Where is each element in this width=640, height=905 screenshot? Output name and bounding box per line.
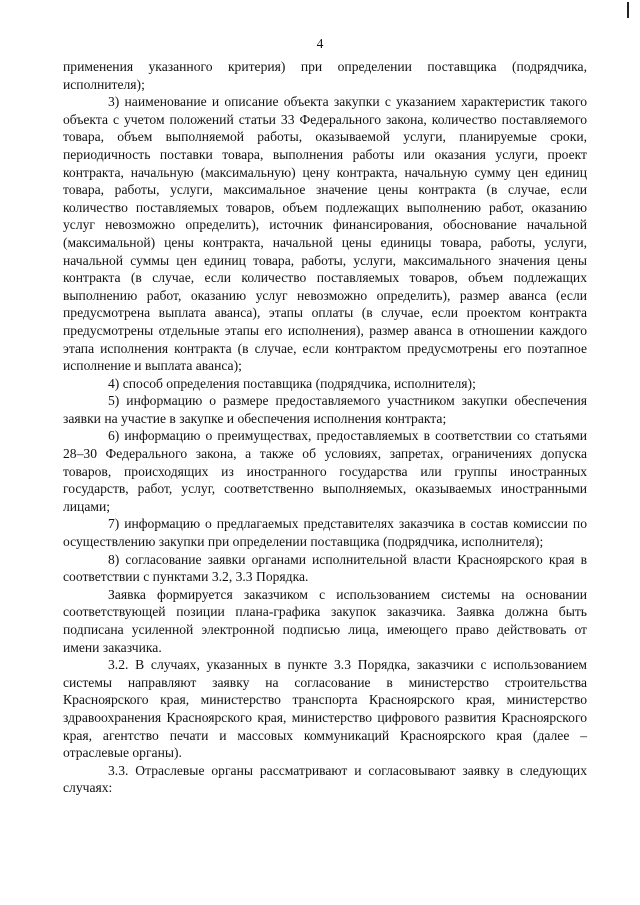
paragraph-2: 3) наименование и описание объекта закупки с указанием характеристик такого объекта с учетом положений статьи 33 Федерального закона, количество поставляемого товара, объем выполняемой работы, оказываемой услуги, планируемые сроки, периодичность поставки товара, выполнения работы или оказания услуги, проект контракта, начальную (максимальную) цену контракта, начальную сумму цен единиц товара, работы, услуги, максимальное значение цены контракта (в случае, если количество поставляемых товаров, объем подлежащих выполнению работ, оказанию услуг невозможно определить), источник финансирования, обоснование начальной (максимальной) цены контракта, начальной цены единицы товара, работы, услуги, начальной суммы цен единиц товара, работы, услуги, максимального значения цены контракта (в случае, если количество поставляемых товаров, объем подлежащих выполнению работ, оказанию услуг невозможно определить), размер аванса (если предусмотрена выплата аванса), этапы оплаты (в случае, если проектом контракта предусмотрены отдельные этапы его исполнения), размер аванса в отношении каждого этапа исполнения контракта (в случае, если контрактом предусмотрены его поэтапное исполнение и выплата аванса); xyxy=(63,94,587,374)
scan-corner-mark xyxy=(627,2,629,18)
page-number: 4 xyxy=(316,36,324,51)
paragraph-1: применения указанного критерия) при определении поставщика (подрядчика, исполнителя); xyxy=(63,59,587,92)
document-body xyxy=(63,58,587,797)
paragraph-10: 3.3. Отраслевые органы рассматривают и согласовывают заявку в следующих случаях: xyxy=(63,762,587,796)
paragraph-9: 3.2. В случаях, указанных в пункте 3.3 Порядка, заказчики с использованием системы направляют заявку на согласование в министерство строительства Красноярского края, министерство транспорта Красноярского края, министерство здравоохранения Красноярского края, министерство цифрового развития Красноярского края, агентство печати и массовых коммуникаций Красноярского края (далее – отраслевые органы). xyxy=(63,657,587,761)
paragraph-7: 8) согласование заявки органами исполнительной власти Красноярского края в соответствии с пунктами 3.2, 3.3 Порядка. xyxy=(63,551,587,585)
paragraph-3: 4) способ определения поставщика (подрядчика, исполнителя); xyxy=(108,375,476,391)
paragraph-6: 7) информацию о предлагаемых представителях заказчика в состав комиссии по осуществлению закупки при определении поставщика (подрядчика, исполнителя); xyxy=(63,516,587,550)
paragraph-5: 6) информацию о преимуществах, предоставляемых в соответствии со статьями 28–30 Федерального закона, а также об условиях, запретах, ограничениях допуска товаров, происходящих из иностранного государства или группы иностранных государств, работ, услуг, соответственно выполняемых, оказываемых иностранными лицами; xyxy=(63,428,587,514)
paragraph-8: Заявка формируется заказчиком с использованием системы на основании соответствующей позиции плана-графика закупок заказчика. Заявка должна быть подписана усиленной электронной подписью лица, имеющего право действовать от имени заказчика. xyxy=(63,586,587,655)
paragraph-4: 5) информацию о размере предоставляемого участником закупки обеспечения заявки на участие в закупке и обеспечения исполнения контракта; xyxy=(63,393,587,426)
